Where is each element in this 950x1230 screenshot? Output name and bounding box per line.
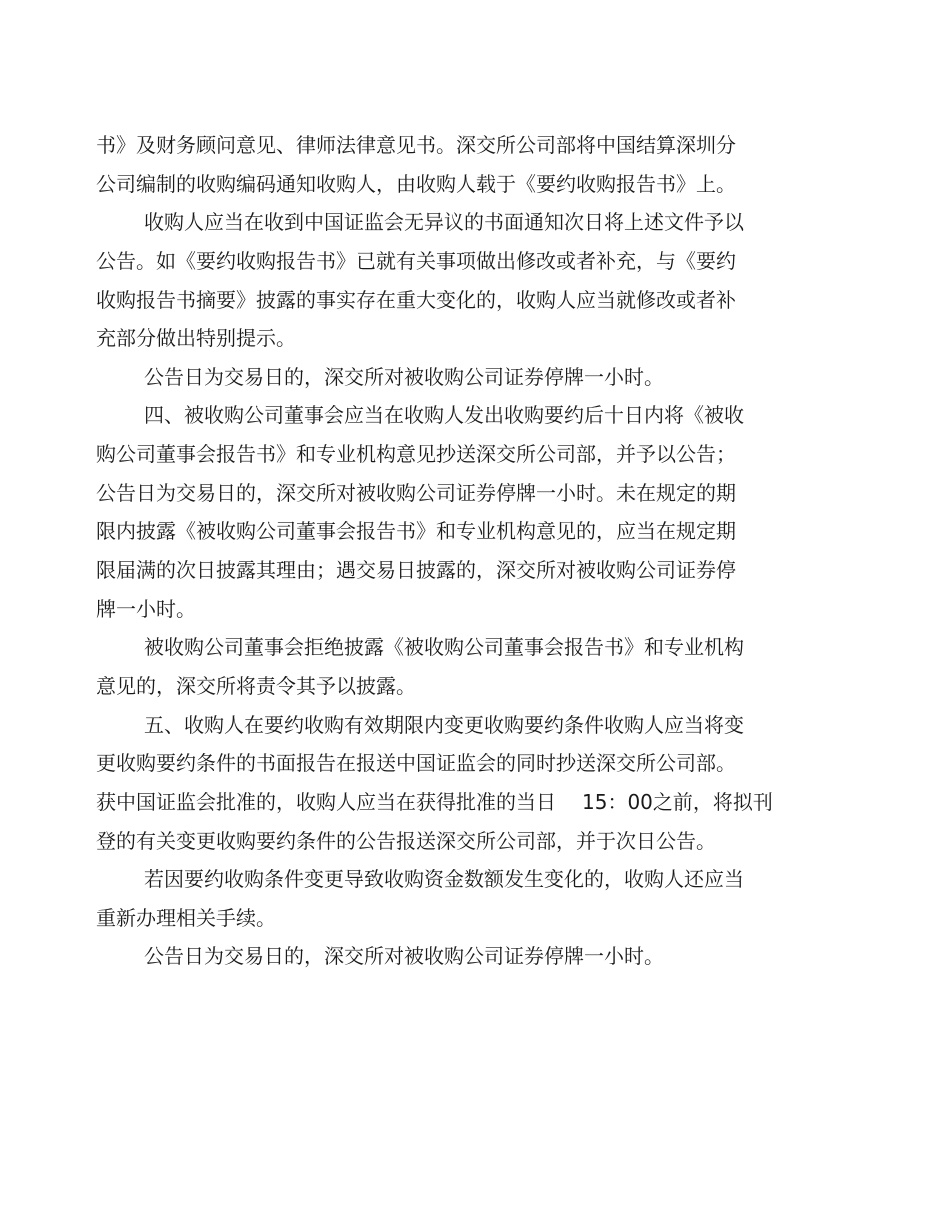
document-body [96,126,856,976]
paragraph-start-line: 四、被收购公司董事会应当在收购人发出收购要约后十日内将《被收 [144,403,744,428]
text-segment: 获中国证监会批准的，收购人应当在获得批准的当日 [96,789,556,814]
text-line: 公告日为交易日的，深交所对被收购公司证券停牌一小时。未在规定的期 [96,480,736,505]
time-segment: 15：00之前，将拟刊 [582,789,773,814]
paragraph-start-line: 被收购公司董事会拒绝披露《被收购公司董事会报告书》和专业机构 [144,635,744,660]
paragraph-start-line: 公告日为交易日的，深交所对被收购公司证券停牌一小时。 [144,944,664,969]
text-line: 购公司董事会报告书》和专业机构意见抄送深交所公司部，并予以公告； [96,442,736,467]
text-line: 充部分做出特别提示。 [96,326,296,351]
text-line: 公告。如《要约收购报告书》已就有关事项做出修改或者补充，与《要约 [96,248,736,273]
text-line: 牌一小时。 [96,596,196,621]
text-line: 公司编制的收购编码通知收购人，由收购人载于《要约收购报告书》上。 [96,171,736,196]
text-line: 收购报告书摘要》披露的事实存在重大变化的，收购人应当就修改或者补 [96,287,736,312]
text-line: 登的有关变更收购要约条件的公告报送深交所公司部，并于次日公告。 [96,828,716,853]
text-line: 书》及财务顾问意见、律师法律意见书。深交所公司部将中国结算深圳分 [96,133,736,157]
paragraph-start-line: 收购人应当在收到中国证监会无异议的书面通知次日将上述文件予以 [144,210,744,235]
paragraph-start-line: 五、收购人在要约收购有效期限内变更收购要约条件收购人应当将变 [144,712,744,737]
paragraph-start-line: 若因要约收购条件变更导致收购资金数额发生变化的，收购人还应当 [144,867,744,892]
text-line: 更收购要约条件的书面报告在报送中国证监会的同时抄送深交所公司部。 [96,751,736,776]
text-line: 意见的，深交所将责令其予以披露。 [96,673,416,698]
text-line: 限届满的次日披露其理由；遇交易日披露的，深交所对被收购公司证券停 [96,558,736,583]
text-line: 限内披露《被收购公司董事会报告书》和专业机构意见的，应当在规定期 [96,519,736,544]
text-line-with-time [96,783,856,822]
text-line: 重新办理相关手续。 [96,905,276,930]
paragraph-start-line: 公告日为交易日的，深交所对被收购公司证券停牌一小时。 [144,364,664,389]
